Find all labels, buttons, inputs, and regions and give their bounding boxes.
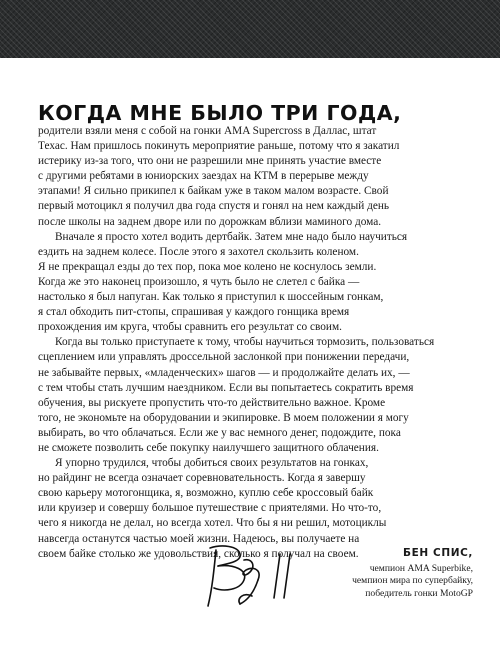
body-line: я стал обходить пит-стопы, спрашивая у каждого гонщика время: [38, 306, 350, 319]
author-block: [352, 547, 473, 600]
author-title: чемпион AMA Superbike,: [369, 562, 473, 574]
body-line: того, не экономьте на оборудовании и экипировке. В моем положении я могу: [38, 411, 409, 424]
body-line: не забывайте первых, «младенческих» шагов — и продолжайте делать их, —: [38, 366, 410, 379]
author-title: победитель гонки MotoGP: [365, 587, 473, 599]
body-line: обучения, вы рискуете пропустить что-то действительно важное. Кроме: [38, 396, 386, 409]
body-line: или круизер и совершу большое путешествие с приятелями. Но что-то,: [38, 502, 382, 515]
body-line: прохождения им круга, чтобы сравнить его результат со своим.: [38, 321, 342, 334]
author-name: БЕН СПИС,: [403, 547, 473, 559]
body-line: Техас. Нам пришлось покинуть мероприятие раньше, потому что я закатил: [38, 140, 400, 153]
signature: [200, 540, 305, 612]
body-line: выбирать, во что облачаться. Если же у вас немного денег, подождите, пока: [38, 426, 401, 439]
body-line: этапами! Я сильно прикипел к байкам уже в таком малом возрасте. Свой: [38, 185, 389, 198]
body-line: не сможете позволить себе покупку наилучшего защитного облачения.: [38, 441, 379, 454]
body-line: сцеплением или управлять дроссельной заслонкой при понижении передачи,: [38, 351, 410, 364]
body-line: Вначале я просто хотел водить дертбайк. Затем мне надо было научиться: [55, 230, 408, 243]
body-line: Когда вы только приступаете к тому, чтобы научиться тормозить, пользоваться: [55, 336, 435, 349]
body-line: чего я никогда не делал, но всегда хотел. Что бы я ни решил, мотоциклы: [38, 517, 387, 530]
body-line: Я упорно трудился, чтобы добиться своих результатов на гонках,: [55, 457, 369, 470]
body-line: с тем чтобы стать лучшим наездником. Если вы попытаетесь сократить время: [38, 381, 414, 394]
body-line: своем байке столько же удовольствия, сколько я получал на своем.: [38, 547, 359, 560]
body-line: Я не прекращал езды до тех пор, пока мое колено не коснулось земли.: [38, 260, 377, 273]
heading: КОГДА МНЕ БЫЛО ТРИ ГОДА,: [38, 101, 402, 125]
body-line: Когда же это наконец произошло, я чуть было не слетел с байка —: [38, 275, 360, 288]
body-line: первый мотоцикл я получил два года спустя и гонял на нем каждый день: [38, 200, 390, 213]
body-line: истерику из-за того, что они не разрешили мне принять участие вместе: [38, 155, 382, 168]
body-line: родители взяли меня с собой на гонки AMA Supercross в Даллас, штат: [38, 125, 377, 137]
top-decorative-band: [0, 0, 500, 58]
body-text: [38, 124, 478, 562]
author-title: чемпион мира по супербайку,: [352, 575, 473, 586]
body-line: настолько я был напуган. Как только я приступил к шоссейным гонкам,: [38, 291, 384, 304]
body-line: после школы на заднем дворе или по дорожкам вблизи маминого дома.: [38, 215, 382, 228]
body-line: но райдинг не всегда означает соревновательность. Когда я завершу: [38, 472, 366, 485]
body-line: свою карьеру мотогонщика, я, возможно, куплю себе кроссовый байк: [38, 487, 374, 500]
body-line: с другими ребятами в юниорских заездах на КТМ в перерыве между: [38, 170, 369, 183]
body-line: ездить на заднем колесе. После этого я захотел скользить коленом.: [38, 245, 359, 258]
body-line: навсегда останутся частью моей жизни. Надеюсь, вы получаете на: [38, 532, 360, 545]
